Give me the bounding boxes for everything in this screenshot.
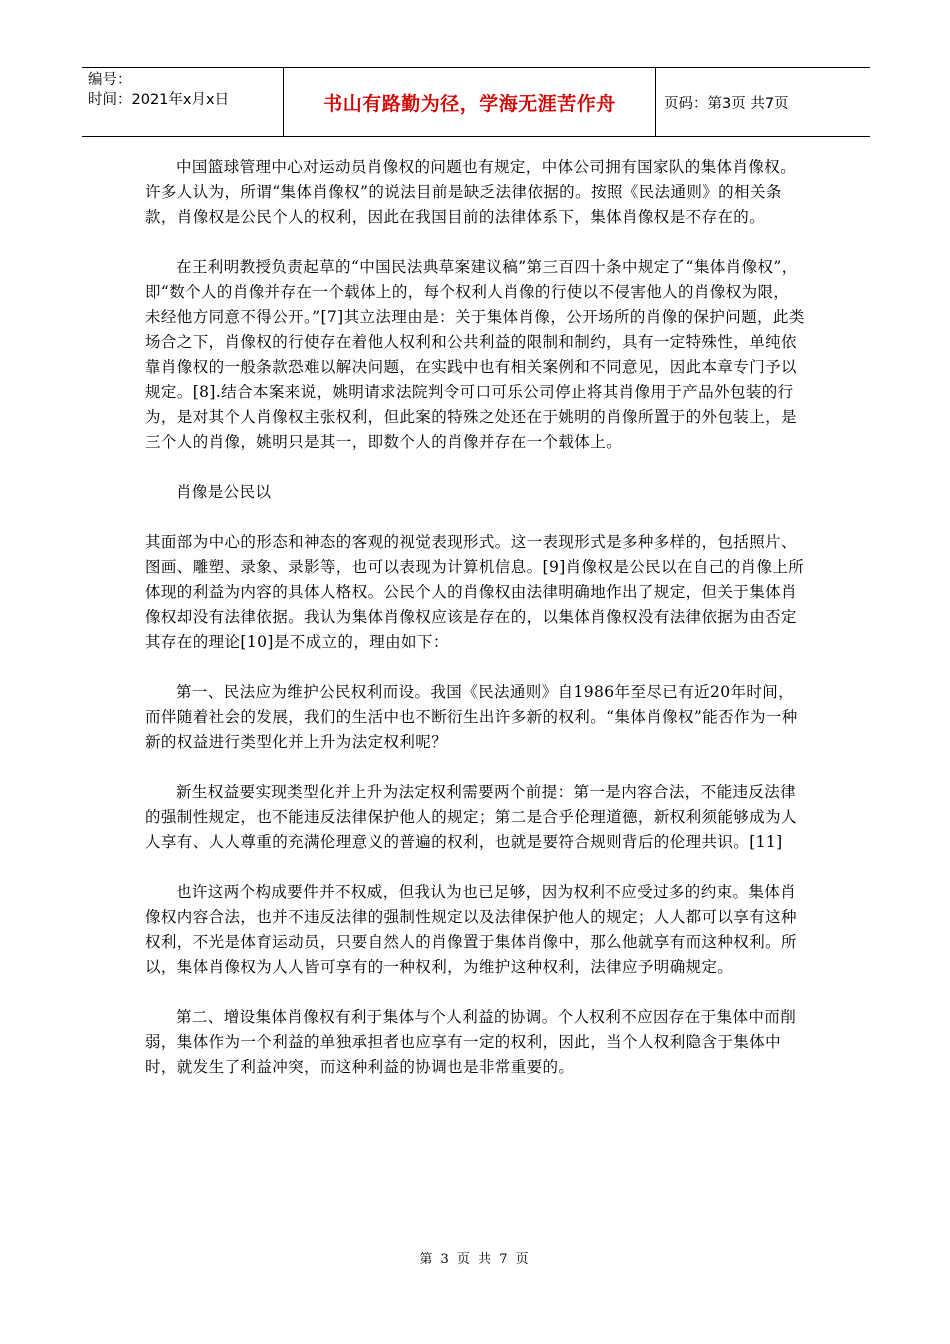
header-meta (82, 68, 283, 136)
header-motto-cell (283, 68, 656, 136)
number-label: 编号： (88, 72, 132, 88)
page-footer: 第 3 页 共 7 页 (419, 1252, 531, 1267)
page-code: 页码：第3页 共7页 (664, 95, 789, 112)
page-header (82, 67, 870, 137)
time-label: 时间：2021年x月x日 (88, 92, 230, 108)
document-body (145, 155, 805, 1105)
paragraph: 在王利明教授负责起草的“中国民法典草案建议稿”第三百四十条中规定了“集体肖像权”，即“数个人的肖像并存在一个载体上的，每个权利人肖像的行使以不侵害他人的肖像权为限，未经他方同意不得公开。”[7]其立法理由是：关于集体肖像，公开场所的肖像的保护问题，此类场合之下，肖像权的行使存在着他人权利和公共利益的限制和制约，具有一定特殊性，单纯依靠肖像权的一般条款恐难以解决问题，在实践中也有相关案例和不同意见，因此本章专门予以规定。[8].结合本案来说，姚明请求法院判令可口可乐公司停止将其肖像用于产品外包装的行为，是对其个人肖像权主张权利，但此案的特殊之处还在于姚明的肖像所置于的外包装上，是三个人的肖像，姚明只是其一，即数个人的肖像并存在一个载体上。 (145, 258, 805, 451)
paragraph: 第二、增设集体肖像权有利于集体与个人利益的协调。个人权利不应因存在于集体中而削弱，集体作为一个利益的单独承担者也应享有一定的权利，因此，当个人权利隐含于集体中时，就发生了利益冲突，而这种利益的协调也是非常重要的。 (145, 1008, 797, 1076)
paragraph: 中国篮球管理中心对运动员肖像权的问题也有规定，中体公司拥有国家队的集体肖像权。许多人认为，所谓“集体肖像权”的说法目前是缺乏法律依据的。按照《民法通则》的相关条款，肖像权是公民个人的权利，因此在我国目前的法律体系下，集体肖像权是不存在的。 (145, 158, 797, 226)
paragraph: 新生权益要实现类型化并上升为法定权利需要两个前提：第一是内容合法，不能违反法律的强制性规定，也不能违反法律保护他人的规定；第二是合乎伦理道德，新权利须能够成为人人享有、人人尊重的充满伦理意义的普遍的权利，也就是要符合规则背后的伦理共识。[11] (145, 783, 797, 851)
header-page-code-cell (656, 68, 870, 136)
motto: 书山有路勤为径，学海无涯苦作舟 (323, 92, 616, 115)
paragraph: 也许这两个构成要件并不权威，但我认为也已足够，因为权利不应受过多的约束。集体肖像权内容合法，也并不违反法律的强制性规定以及法律保护他人的规定；人人都可以享有这种权利，不光是体育运动员，只要自然人的肖像置于集体肖像中，那么他就享有而这种权利。所以，集体肖像权为人人皆可享有的一种权利，为维护这种权利，法律应予明确规定。 (145, 883, 797, 976)
paragraph: 第一、民法应为维护公民权利而设。我国《民法通则》自1986年至尽已有近20年时间，而伴随着社会的发展，我们的生活中也不断衍生出许多新的权利。“集体肖像权”能否作为一种新的权益进行类型化并上升为法定权利呢？ (145, 683, 798, 751)
paragraph: 其面部为中心的形态和神态的客观的视觉表现形式。这一表现形式是多种多样的，包括照片、图画、雕塑、录象、录影等，也可以表现为计算机信息。[9]肖像权是公民以在自己的肖像上所体现的利益为内容的具体人格权。公民个人的肖像权由法律明确地作出了规定，但关于集体肖像权却没有法律依据。我认为集体肖像权应该是存在的，以集体肖像权没有法律依据为由否定其存在的理论[10]是不成立的，理由如下： (145, 533, 805, 651)
paragraph: 肖像是公民以 (176, 483, 272, 501)
